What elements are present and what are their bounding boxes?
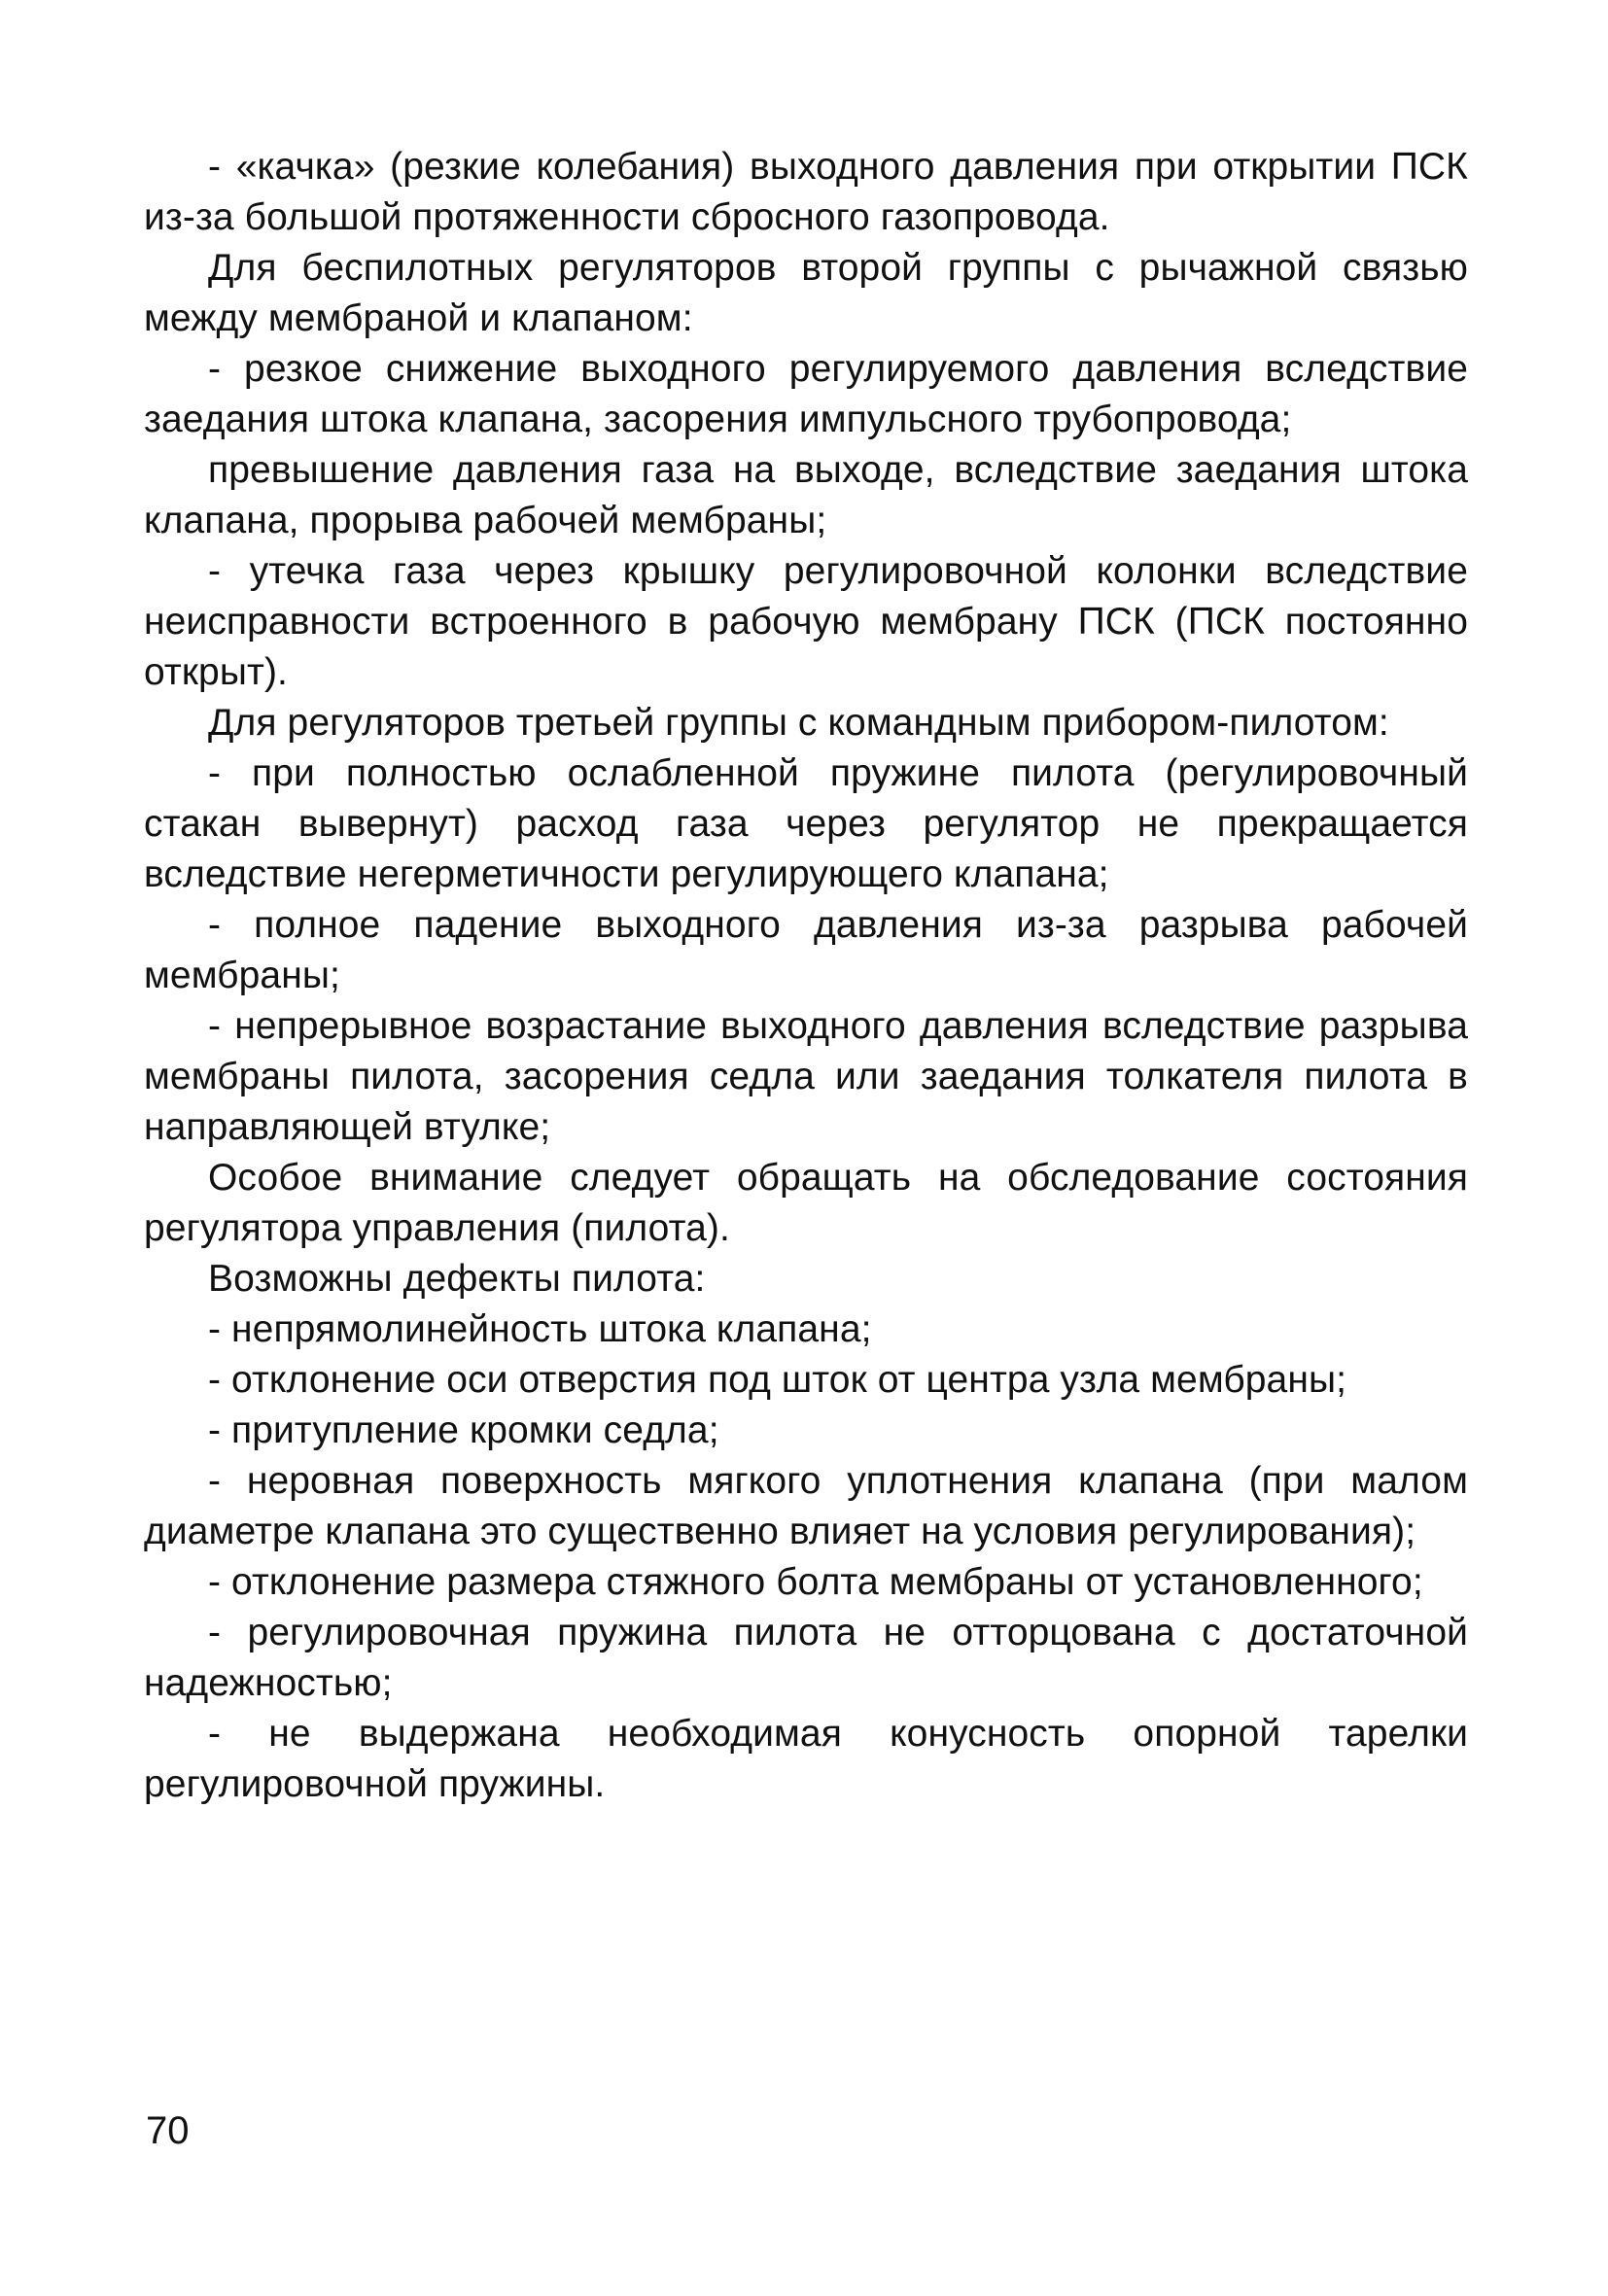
paragraph: превышение давления газа на выходе, вследствие заедания штока клапана, прорыва рабочей мембраны; xyxy=(144,449,1468,541)
paragraph: - притупление кромки седла; xyxy=(208,1409,719,1451)
paragraph: - резкое снижение выходного регулируемого давления вследствие заедания штока клапана, засорения импульсного трубопровода; xyxy=(144,348,1468,440)
paragraph: Для беспилотных регуляторов второй группы с рычажной связью между мембраной и клапаном: xyxy=(144,247,1468,339)
paragraph: - непрерывное возрастание выходного давления вследствие разрыва мембраны пилота, засорения седла или заедания толкателя пилота в направляющей втулке; xyxy=(144,1005,1468,1148)
paragraph: - неровная поверхность мягкого уплотнения клапана (при малом диаметре клапана это существенно влияет на условия регулирования); xyxy=(144,1460,1468,1552)
paragraph: - непрямолинейность штока клапана; xyxy=(208,1308,872,1350)
paragraph: - полное падение выходного давления из-за разрыва рабочей мембраны; xyxy=(144,904,1468,996)
paragraph: Для регуляторов третьей группы с командным прибором-пилотом: xyxy=(208,702,1389,744)
page-number: 70 xyxy=(146,2109,190,2152)
paragraph: Особое внимание следует обращать на обследование состояния регулятора управления (пилота). xyxy=(144,1157,1468,1249)
body-text xyxy=(144,142,1468,1810)
paragraph: - не выдержана необходимая конусность опорной тарелки регулировочной пружины. xyxy=(144,1713,1468,1805)
paragraph: - отклонение оси отверстия под шток от центра узла мембраны; xyxy=(208,1359,1347,1401)
paragraph: - при полностью ослабленной пружине пилота (регулировочный стакан вывернут) расход газа через регулятор не прекращается вследствие негерметичности регулирующего клапана; xyxy=(144,752,1468,895)
paragraph: Возможны дефекты пилота: xyxy=(208,1258,706,1300)
paragraph: - утечка газа через крышку регулировочной колонки вследствие неисправности встроенного в рабочую мембрану ПСК (ПСК постоянно открыт). xyxy=(144,550,1468,693)
paragraph: - отклонение размера стяжного болта мембраны от установленного; xyxy=(208,1561,1423,1603)
paragraph: - регулировочная пружина пилота не отторцована с достаточной надежностью; xyxy=(144,1612,1468,1704)
paragraph: - «качка» (резкие колебания) выходного давления при открытии ПСК из-за большой протяженности сбросного газопровода. xyxy=(144,146,1468,238)
